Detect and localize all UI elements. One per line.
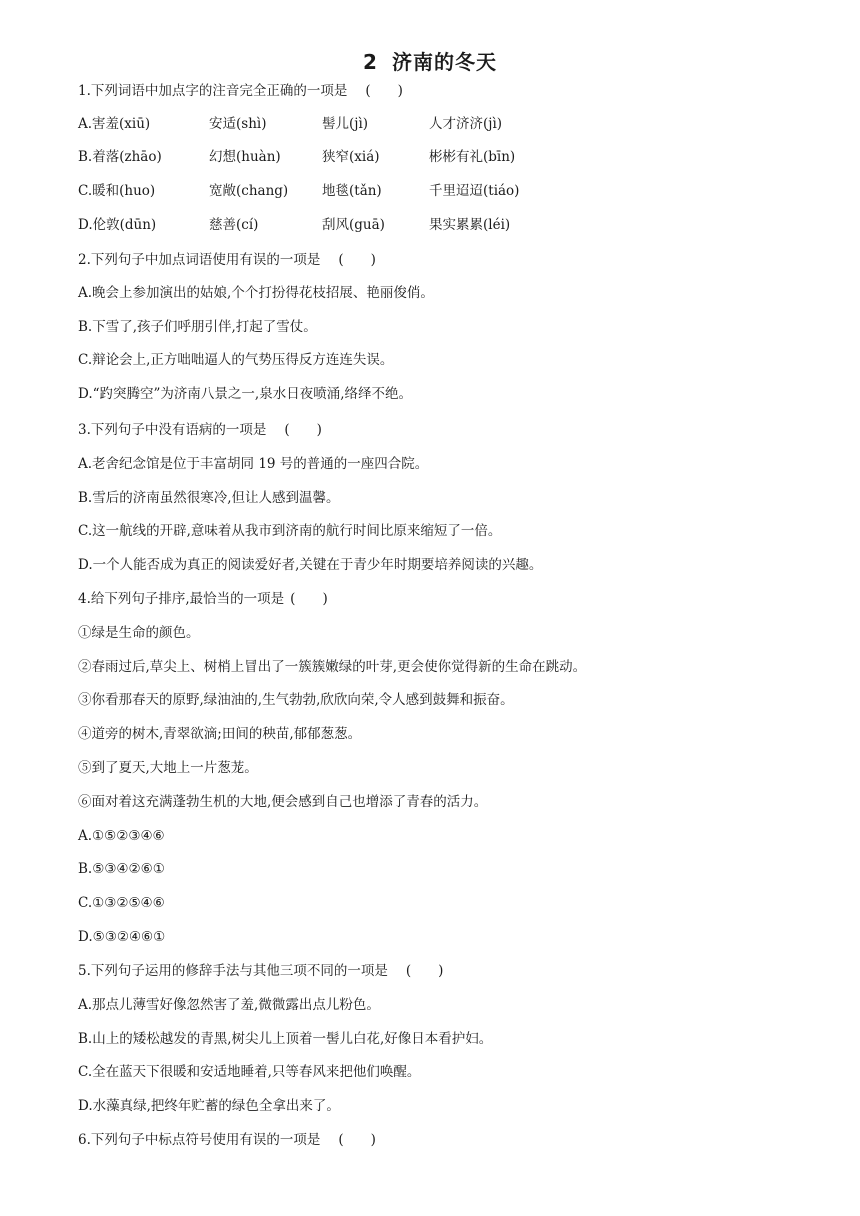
lesson-number: 2: [363, 50, 378, 74]
pinyin-item: 千里迢迢(tiáo): [429, 183, 520, 199]
question-6-stem: [78, 1130, 376, 1150]
pinyin-item: 安适(shì): [209, 116, 267, 132]
option-c: C.①③②⑤④⑥: [78, 895, 165, 911]
pinyin-item: 狭窄(xiá): [322, 149, 380, 165]
option-c: C.辩论会上,正方咄咄逼人的气势压得反方连连失误。: [78, 352, 394, 368]
sentence-6: ⑥面对着这充满蓬勃生机的大地,便会感到自己也增添了青春的活力。: [78, 794, 488, 810]
pinyin-item: 幻想(huàn): [209, 149, 281, 165]
option-d: D.一个人能否成为真正的阅读爱好者,关键在于青少年时期要培养阅读的兴趣。: [78, 557, 543, 573]
answer-blank: ( ): [338, 252, 376, 268]
question-text: 2.下列句子中加点词语使用有误的一项是: [78, 252, 321, 268]
pinyin-item: A.害羞(xiū): [78, 116, 151, 132]
question-text: 3.下列句子中没有语病的一项是: [78, 422, 267, 438]
question-text: 4.给下列句子排序,最恰当的一项是: [78, 591, 285, 607]
option-b: B.雪后的济南虽然很寒冷,但让人感到温馨。: [78, 490, 340, 506]
question-1-stem: [78, 81, 403, 101]
question-text: 5.下列句子运用的修辞手法与其他三项不同的一项是: [78, 963, 388, 979]
question-5-stem: [78, 961, 443, 981]
sentence-3: ③你看那春天的原野,绿油油的,生气勃勃,欣欣向荣,令人感到鼓舞和振奋。: [78, 692, 514, 708]
pinyin-item: 慈善(cí): [209, 217, 259, 233]
answer-blank: ( ): [405, 963, 444, 979]
answer-blank: ( ): [338, 1132, 376, 1148]
question-3-stem: [78, 420, 322, 440]
pinyin-item: C.暖和(huo): [78, 183, 156, 199]
answer-blank: ( ): [284, 422, 322, 438]
option-a: A.晚会上参加演出的姑娘,个个打扮得花枝招展、艳丽俊俏。: [78, 285, 434, 301]
answer-blank: ( ): [290, 591, 328, 607]
sentence-1: ①绿是生命的颜色。: [78, 625, 200, 641]
lesson-title: 济南的冬天: [391, 50, 497, 74]
question-2-stem: [78, 250, 376, 270]
option-c: C.全在蓝天下很暖和安适地睡着,只等春风来把他们唤醒。: [78, 1064, 421, 1080]
option-d: D.⑤③②④⑥①: [78, 929, 166, 945]
option-b: B.山上的矮松越发的青黑,树尖儿上顶着一髻儿白花,好像日本看护妇。: [78, 1031, 493, 1047]
pinyin-item: 宽敞(chang): [209, 183, 289, 199]
question-4-stem: [78, 589, 328, 609]
option-d: D.“趵突腾空”为济南八景之一,泉水日夜喷涌,络绎不绝。: [78, 386, 413, 402]
sentence-5: ⑤到了夏天,大地上一片葱茏。: [78, 760, 258, 776]
option-b: B.⑤③④②⑥①: [78, 861, 165, 877]
question-text: 1.下列词语中加点字的注音完全正确的一项是: [78, 83, 348, 99]
sentence-2: ②春雨过后,草尖上、树梢上冒出了一簇簇嫩绿的叶芽,更会使你觉得新的生命在跳动。: [78, 659, 587, 675]
answer-blank: ( ): [365, 83, 403, 99]
option-a: A.①⑤②③④⑥: [78, 828, 165, 844]
pinyin-item: 彬彬有礼(bīn): [429, 149, 516, 165]
option-a: A.老舍纪念馆是位于丰富胡同 19 号的普通的一座四合院。: [78, 456, 429, 472]
page-title: [0, 46, 860, 75]
pinyin-item: D.伦敦(dūn): [78, 217, 157, 233]
option-d: D.水藻真绿,把终年贮蓄的绿色全拿出来了。: [78, 1098, 340, 1114]
option-b: B.下雪了,孩子们呼朋引伴,打起了雪仗。: [78, 319, 317, 335]
pinyin-item: B.着落(zhāo): [78, 149, 162, 165]
option-a: A.那点儿薄雪好像忽然害了羞,微微露出点儿粉色。: [78, 997, 380, 1013]
pinyin-item: 刮风(guā): [322, 217, 385, 233]
pinyin-item: 髻儿(jì): [322, 116, 369, 132]
option-c: C.这一航线的开辟,意味着从我市到济南的航行时间比原来缩短了一倍。: [78, 523, 502, 539]
sentence-4: ④道旁的树木,青翠欲滴;田间的秧苗,郁郁葱葱。: [78, 726, 362, 742]
pinyin-item: 果实累累(léi): [429, 217, 511, 233]
pinyin-item: 地毯(tǎn): [322, 183, 382, 199]
pinyin-item: 人才济济(jì): [429, 116, 503, 132]
question-text: 6.下列句子中标点符号使用有误的一项是: [78, 1132, 321, 1148]
